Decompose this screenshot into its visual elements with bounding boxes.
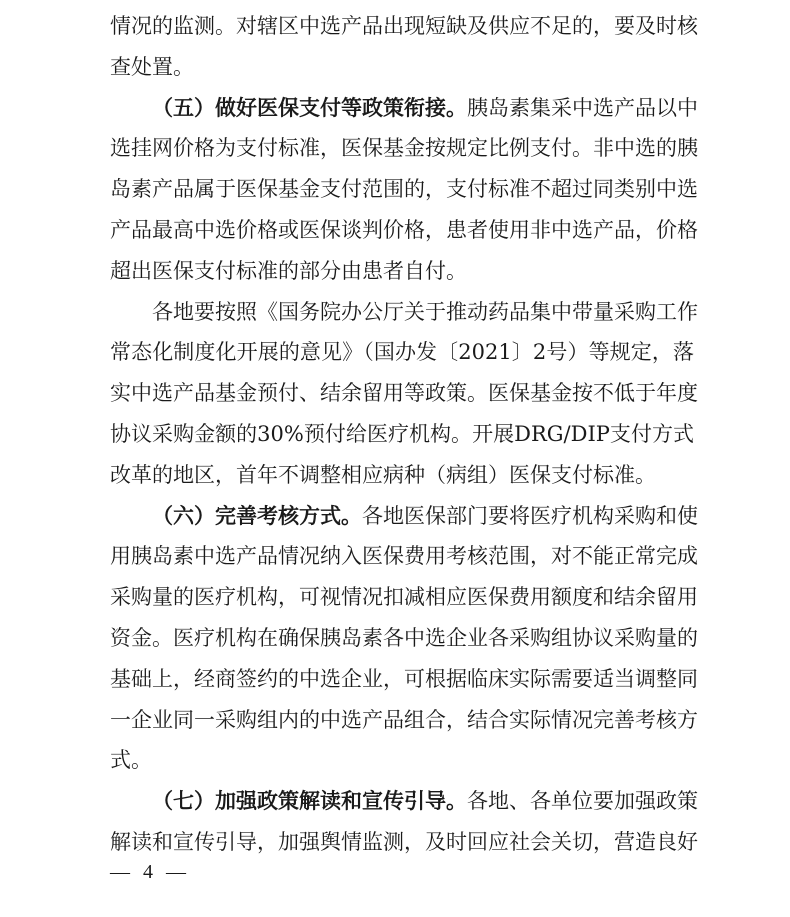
text-line: 采购量的医疗机构，可视情况扣减相应医保费用额度和结余留用 bbox=[110, 585, 698, 610]
text-run: 胰岛素集采中选产品以中 bbox=[467, 95, 698, 120]
text-run: 各地、各单位要加强政策 bbox=[467, 789, 698, 814]
text-line: 超出医保支付标准的部分由患者自付。 bbox=[110, 258, 467, 283]
text-line: 常态化制度化开展的意见》（国办发〔2021〕2号）等规定，落 bbox=[110, 340, 694, 365]
text-line: 解读和宣传引导，加强舆情监测，及时回应社会关切，营造良好 bbox=[110, 829, 698, 854]
section-6-first-line bbox=[110, 496, 698, 537]
text-line: 选挂网价格为支付标准，医保基金按规定比例支付。非中选的胰 bbox=[110, 136, 698, 161]
document-body bbox=[110, 6, 698, 863]
text-line: 查处置。 bbox=[110, 54, 194, 79]
text-line: 改革的地区，首年不调整相应病种（病组）医保支付标准。 bbox=[110, 462, 656, 487]
text-line: 协议采购金额的30%预付给医疗机构。开展DRG/DIP支付方式 bbox=[110, 421, 694, 446]
text-line: 一企业同一采购组内的中选产品组合，结合实际情况完善考核方 bbox=[110, 707, 698, 732]
text-line: 基础上，经商签约的中选企业，可根据临床实际需要适当调整同 bbox=[110, 666, 698, 691]
text-line: 用胰岛素中选产品情况纳入医保费用考核范围，对不能正常完成 bbox=[110, 544, 698, 569]
section-7-first-line bbox=[110, 781, 698, 822]
section-7-heading: （七）加强政策解读和宣传引导。 bbox=[152, 788, 467, 814]
section-6-heading: （六）完善考核方式。 bbox=[152, 502, 362, 528]
section-5-first-line bbox=[110, 88, 698, 129]
text-line: 式。 bbox=[110, 748, 152, 773]
text-line: 资金。医疗机构在确保胰岛素各中选企业各采购组协议采购量的 bbox=[110, 625, 698, 650]
text-line: 实中选产品基金预付、结余留用等政策。医保基金按不低于年度 bbox=[110, 381, 698, 406]
text-line: 情况的监测。对辖区中选产品出现短缺及供应不足的，要及时核 bbox=[110, 14, 698, 38]
page-number: — 4 — bbox=[110, 861, 190, 883]
text-run: 各地医保部门要将医疗机构采购和使 bbox=[362, 503, 698, 528]
text-line: 产品最高中选价格或医保谈判价格，患者使用非中选产品，价格 bbox=[110, 217, 698, 242]
section-5-heading: （五）做好医保支付等政策衔接。 bbox=[152, 94, 467, 120]
text-line: 岛素产品属于医保基金支付范围的，支付标准不超过同类别中选 bbox=[110, 177, 698, 202]
text-line: 各地要按照《国务院办公厅关于推动药品集中带量采购工作 bbox=[152, 299, 698, 324]
